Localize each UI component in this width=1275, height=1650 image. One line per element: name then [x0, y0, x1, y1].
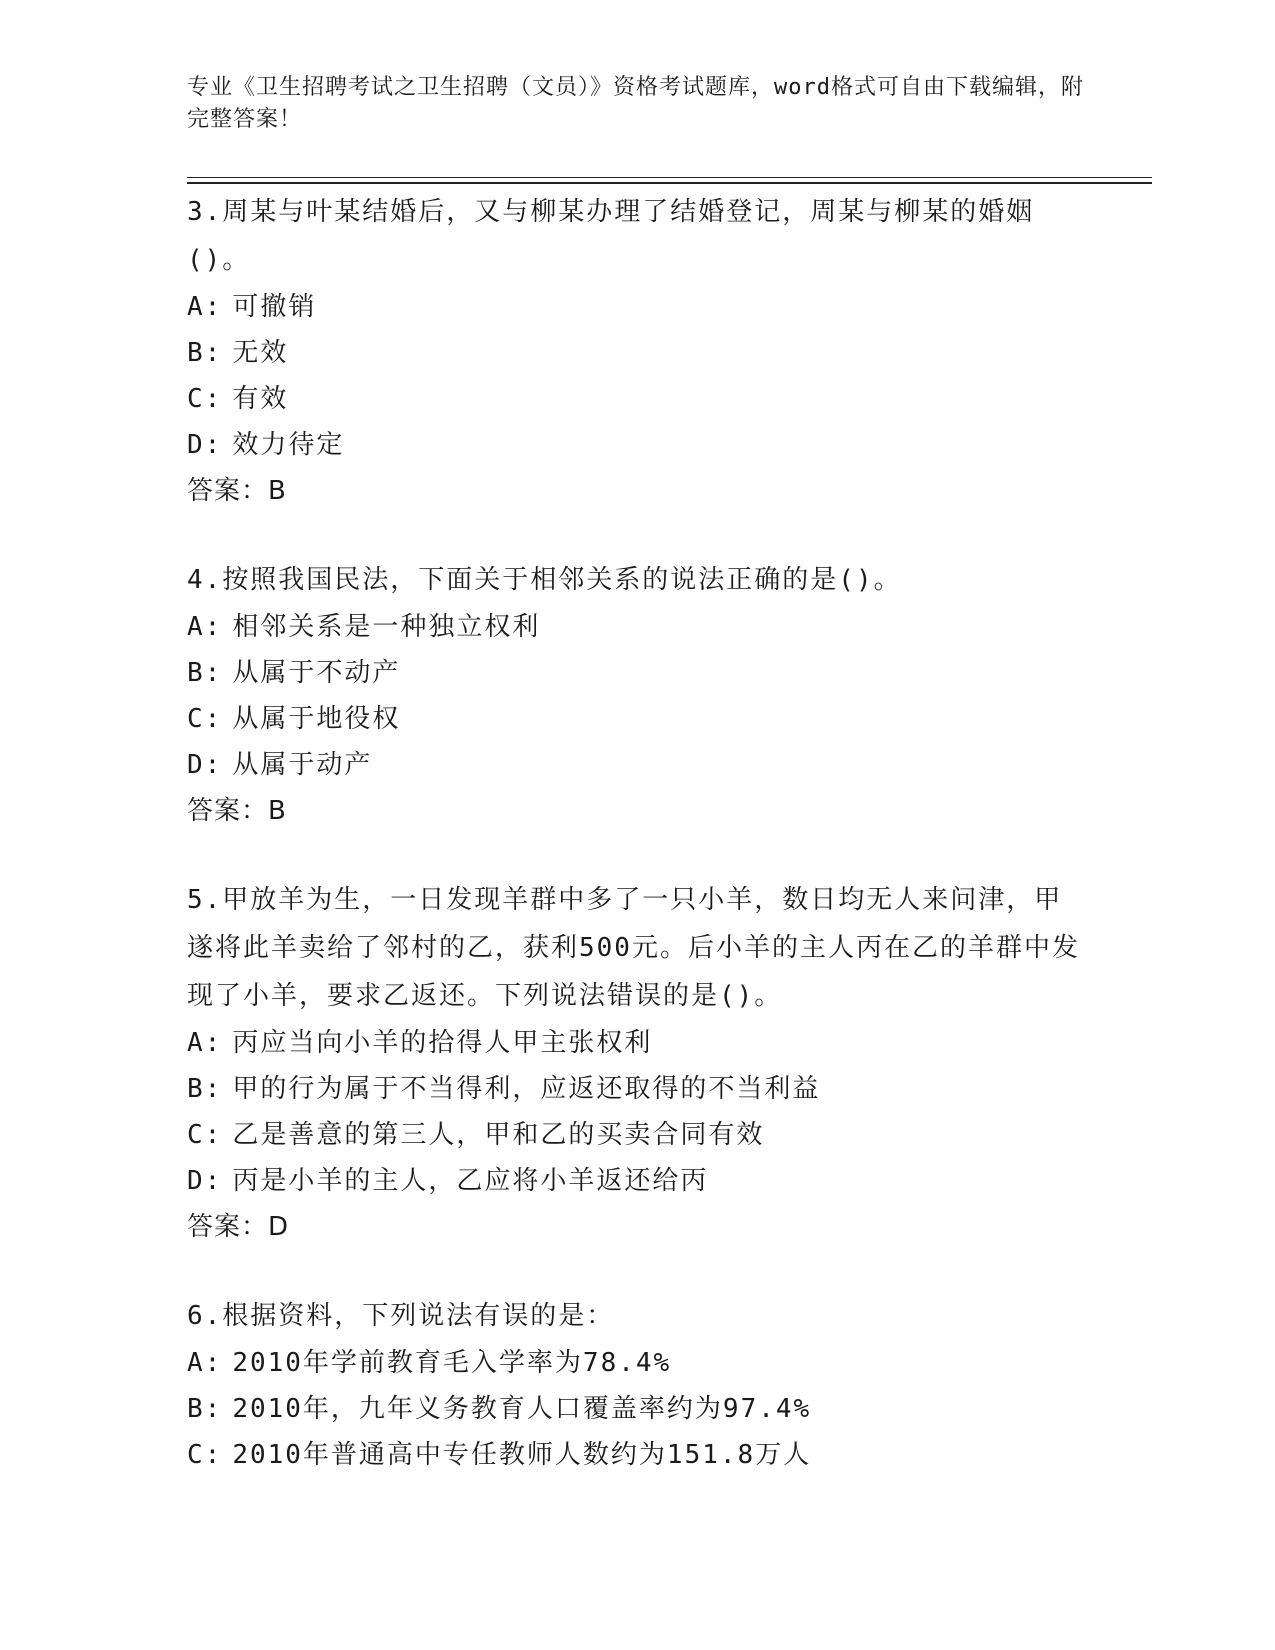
option-b: [187, 650, 1087, 696]
option-d: [187, 422, 1087, 468]
option-c: [187, 696, 1087, 742]
option-text: 从属于地役权: [232, 704, 401, 734]
option-a: [187, 1340, 1087, 1386]
option-key: C:: [187, 1120, 223, 1150]
option-a: [187, 1020, 1087, 1066]
question-text: 3.周某与叶某结婚后，又与柳某办理了结婚登记，周某与柳某的婚姻()。: [187, 197, 1035, 275]
option-text: 2010年，九年义务教育人口覆盖率约为97.4%: [232, 1394, 812, 1424]
option-key: C:: [187, 384, 223, 414]
option-text: 从属于不动产: [232, 658, 401, 688]
option-key: B:: [187, 338, 223, 368]
option-key: D:: [187, 430, 223, 460]
question-text: 6.根据资料，下列说法有误的是：: [187, 1301, 615, 1331]
option-text: 效力待定: [232, 430, 345, 460]
option-text: 乙是善意的第三人，甲和乙的买卖合同有效: [232, 1120, 765, 1150]
option-text: 有效: [232, 384, 289, 414]
option-c: [187, 1432, 1087, 1478]
option-d: [187, 742, 1087, 788]
question-list: [187, 188, 1087, 1520]
option-text: 无效: [232, 338, 289, 368]
question-6: [187, 1292, 1087, 1478]
option-c: [187, 1112, 1087, 1158]
option-key: C:: [187, 704, 223, 734]
option-d: [187, 1158, 1087, 1204]
question-text: 4.按照我国民法，下面关于相邻关系的说法正确的是()。: [187, 565, 902, 595]
document-header: 专业《卫生招聘考试之卫生招聘（文员）》资格考试题库，word格式可自由下载编辑，附完整答案！: [187, 75, 1084, 132]
question-text: 5.甲放羊为生，一日发现羊群中多了一只小羊，数日均无人来问津，甲遂将此羊卖给了邻村的乙，获利500元。后小羊的主人丙在乙的羊群中发现了小羊，要求乙返还。下列说法错误的是()。: [187, 885, 1080, 1011]
option-key: B:: [187, 1394, 223, 1424]
option-key: A:: [187, 1348, 223, 1378]
question-5: [187, 876, 1087, 1250]
option-text: 丙是小羊的主人，乙应将小羊返还给丙: [232, 1166, 709, 1196]
option-key: B:: [187, 658, 223, 688]
option-key: A:: [187, 612, 223, 642]
option-c: [187, 376, 1087, 422]
option-text: 丙应当向小羊的拾得人甲主张权利: [232, 1028, 653, 1058]
option-key: A:: [187, 1028, 223, 1058]
answer-line: 答案：D: [187, 1212, 290, 1242]
option-key: C:: [187, 1440, 223, 1470]
question-3: [187, 188, 1087, 514]
answer-line: 答案：B: [187, 796, 287, 826]
option-b: [187, 1066, 1087, 1112]
option-key: A:: [187, 292, 223, 322]
option-text: 2010年普通高中专任教师人数约为151.8万人: [232, 1440, 812, 1470]
header-divider-thin: [187, 177, 1152, 178]
option-key: D:: [187, 1166, 223, 1196]
option-text: 相邻关系是一种独立权利: [232, 612, 541, 642]
option-key: B:: [187, 1074, 223, 1104]
option-a: [187, 604, 1087, 650]
question-4: [187, 556, 1087, 834]
option-text: 2010年学前教育毛入学率为78.4%: [232, 1348, 672, 1378]
option-key: D:: [187, 750, 223, 780]
header-divider-thick: [187, 182, 1152, 184]
option-text: 甲的行为属于不当得利，应返还取得的不当利益: [232, 1074, 821, 1104]
option-b: [187, 330, 1087, 376]
option-text: 可撤销: [232, 292, 317, 322]
answer-line: 答案：B: [187, 476, 287, 506]
option-b: [187, 1386, 1087, 1432]
option-text: 从属于动产: [232, 750, 373, 780]
option-a: [187, 284, 1087, 330]
